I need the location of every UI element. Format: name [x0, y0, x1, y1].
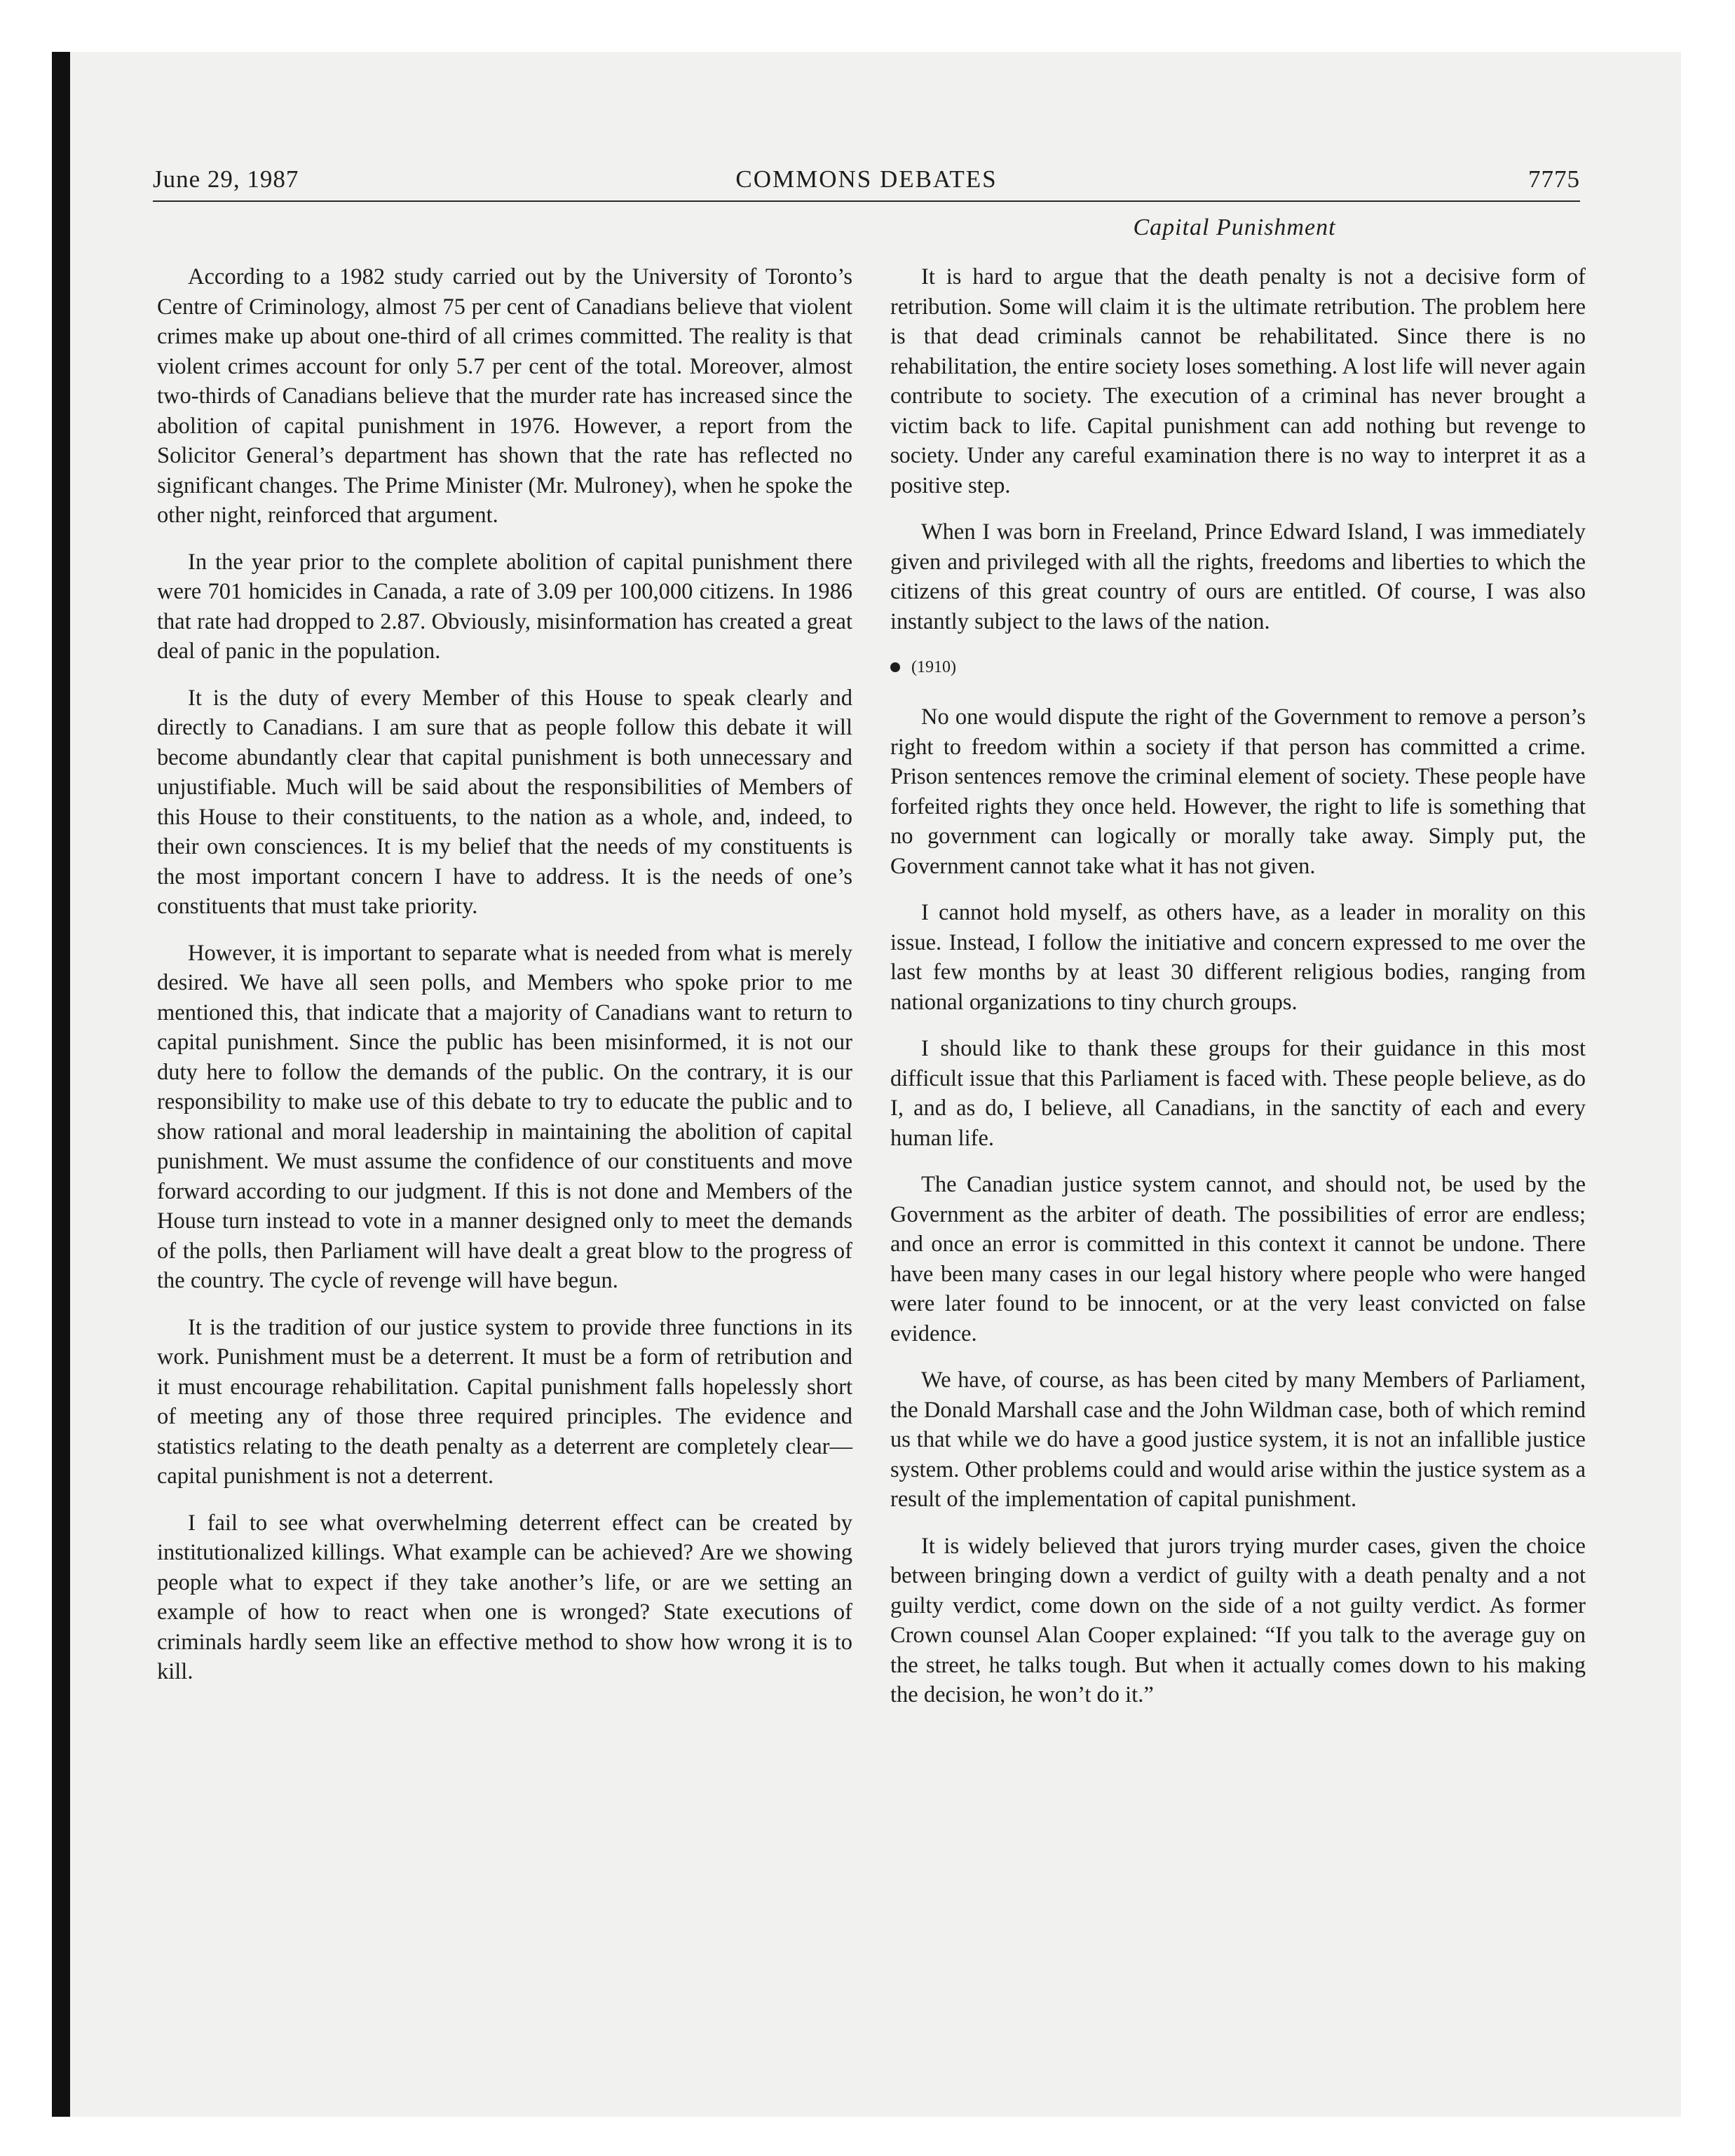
- bullet-icon: [890, 662, 900, 672]
- paragraph: According to a 1982 study carried out by the University of Toronto’s Centre of Criminology, almost 75 per cent of Canadians believe that violent crimes make up about one-third of all crimes committed. The reality is that violent crimes account for only 5.7 per cent of the total. Moreover, almost two-thirds of Canadians believe that the murder rate has increased since the abolition of capital punishment in 1976. However, a report from the Solicitor General’s department has shown that the rate has reflected no significant changes. The Prime Minister (Mr. Mulroney), when he spoke the other night, reinforced that argument.: [157, 264, 852, 528]
- paragraph: It is hard to argue that the death penalty is not a decisive form of retribution. Some will claim it is the ultimate retribution. The problem here is that dead criminals cannot be rehabilitated. Since there is no rehabilitation, the entire society loses something. A lost life will never again contribute to society. The execution of a criminal has never brought a victim back to life. Capital punishment can add nothing but revenge to society. Under any careful examination there is no way to interpret it as a positive step.: [890, 264, 1586, 498]
- right-column: [890, 262, 1586, 1727]
- paragraph: I fail to see what overwhelming deterrent effect can be created by institutionalized killings. What example can be achieved? Are we showing people what to expect if they take another’s life, or are we setting an example of how to react when one is wronged? State executions of criminals hardly seem like an effective method to show how wrong it is to kill.: [157, 1510, 852, 1684]
- paragraph: In the year prior to the complete abolition of capital punishment there were 701 homicides in Canada, a rate of 3.09 per 100,000 citizens. In 1986 that rate had dropped to 2.87. Obviously, misinformation has created a great deal of panic in the population.: [157, 549, 852, 664]
- paragraph: It is the duty of every Member of this House to speak clearly and directly to Canadians. I am sure that as people follow this debate it will become abundantly clear that capital punishment is both unnecessary and unjustifiable. Much will be said about the responsibilities of Members of this House to their constituents, to the nation as a whole, and, indeed, to their own consciences. It is my belief that the needs of my constituents is the most important concern I have to address. It is the needs of one’s constituents that must take priority.: [157, 685, 852, 919]
- time-marker: [890, 653, 1586, 681]
- section-heading: Capital Punishment: [1133, 214, 1336, 240]
- paragraph: The Canadian justice system cannot, and should not, be used by the Government as the arbiter of death. The possibilities of error are endless; and once an error is committed in this context it cannot be undone. There have been many cases in our legal history where people who were hanged were later found to be innocent, or at the very least convicted on false evidence.: [890, 1172, 1586, 1346]
- left-column: [157, 262, 852, 1704]
- paragraph: However, it is important to separate what is needed from what is merely desired. We have all seen polls, and Members who spoke prior to me mentioned this, that indicate that a majority of Canadians want to return to capital punishment. Since the public has been misinformed, it is not our duty here to follow the demands of the public. On the contrary, it is our responsibility to make use of this debate to try to educate the public and to show rational and moral leadership in maintaining the abolition of capital punishment. We must assume the confidence of our constituents and move forward according to our judgment. If this is not done and Members of the House turn instead to vote in a manner designed only to meet the demands of the polls, then Parliament will have dealt a great blow to the progress of the country. The cycle of revenge will have begun.: [157, 940, 852, 1293]
- paragraph: We have, of course, as has been cited by many Members of Parliament, the Donald Marshall case and the John Wildman case, both of which remind us that while we do have a good justice system, it is not an infallible justice system. Other problems could and would arise within the justice system as a result of the implementation of capital punishment.: [890, 1367, 1586, 1512]
- header-publication: COMMONS DEBATES: [735, 165, 998, 193]
- paragraph: When I was born in Freeland, Prince Edward Island, I was immediately given and privileged with all the rights, freedoms and liberties to which the citizens of this great country of ours are entitled. Of course, I was also instantly subject to the laws of the nation.: [890, 519, 1586, 634]
- page-header: [153, 165, 1580, 203]
- paragraph: It is the tradition of our justice system to provide three functions in its work. Punishment must be a deterrent. It must be a form of retribution and it must encourage rehabilitation. Capital punishment falls hopelessly short of meeting any of those three required principles. The evidence and statistics relating to the death penalty as a deterrent are completely clear—capital punishment is not a deterrent.: [157, 1314, 852, 1489]
- paragraph: I should like to thank these groups for their guidance in this most difficult issue that this Parliament is faced with. These people believe, as do I, and as do, I believe, all Canadians, in the sanctity of each and every human life.: [890, 1036, 1586, 1151]
- header-rule: [153, 200, 1580, 202]
- header-date: June 29, 1987: [153, 165, 299, 193]
- paragraph: No one would dispute the right of the Government to remove a person’s right to freedom within a society if that person has committed a crime. Prison sentences remove the criminal element of society. These people have forfeited rights they once held. However, the right to life is something that no government can logically or morally take away. Simply put, the Government cannot take what it has not given.: [890, 704, 1586, 879]
- scan-edge-bar: [52, 52, 70, 2117]
- paragraph: I cannot hold myself, as others have, as a leader in morality on this issue. Instead, I follow the initiative and concern expressed to me over the last few months by at least 30 different religious bodies, ranging from national organizations to tiny church groups.: [890, 900, 1586, 1015]
- paragraph: It is widely believed that jurors trying murder cases, given the choice between bringing down a verdict of guilty with a death penalty and a not guilty verdict, come down on the side of a not guilty verdict. As former Crown counsel Alan Cooper explained: “If you talk to the average guy on the street, he talks tough. But when it actually comes down to his making the decision, he won’t do it.”: [890, 1533, 1586, 1707]
- time-marker-label: (1910): [911, 658, 956, 676]
- header-page-number: 7775: [1528, 165, 1580, 193]
